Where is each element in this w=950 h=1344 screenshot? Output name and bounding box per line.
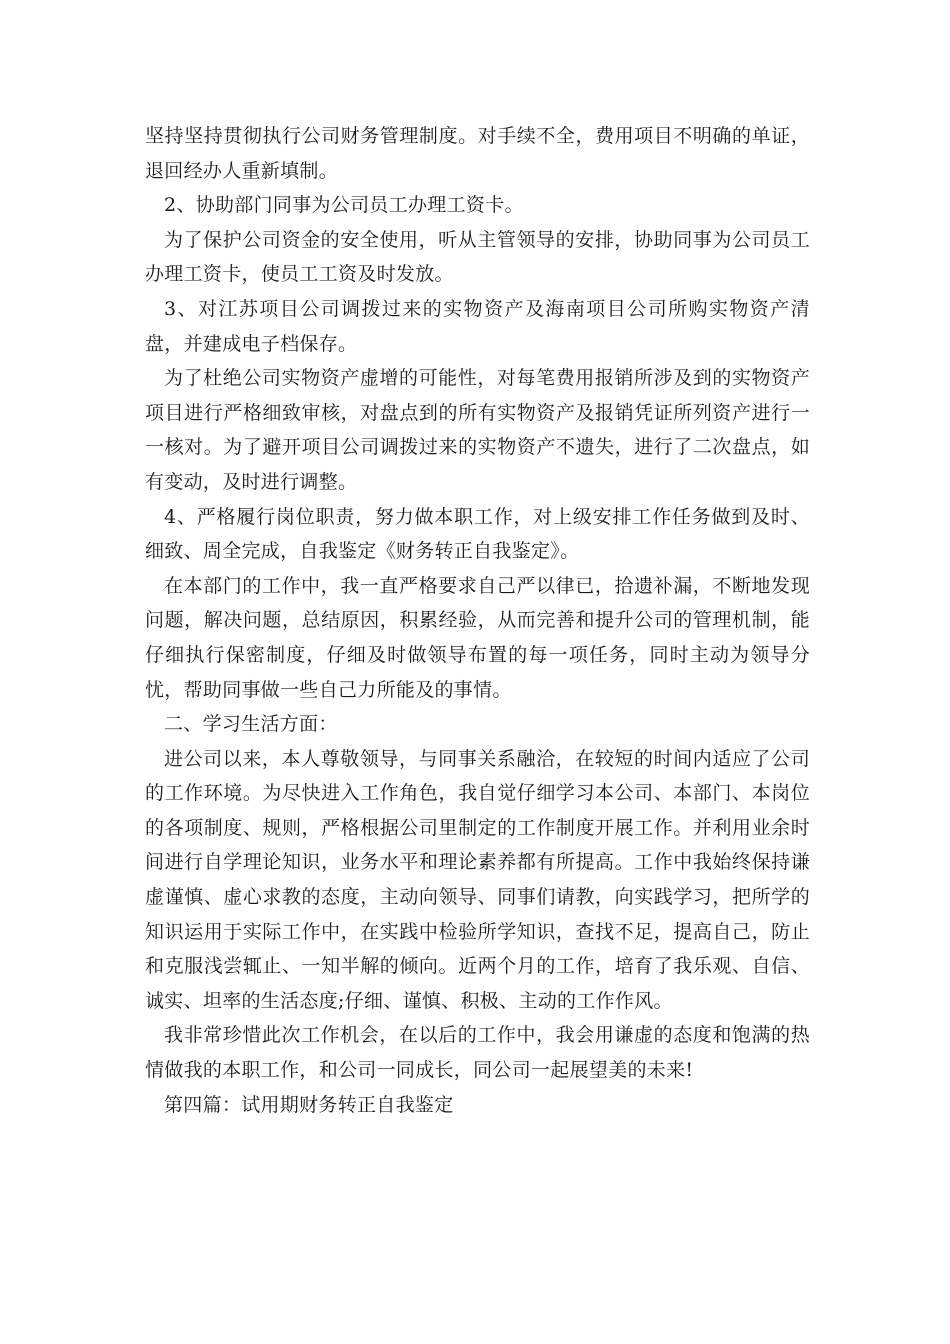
paragraph: 为了杜绝公司实物资产虚增的可能性，对每笔费用报销所涉及到的实物资产项目进行严格细致审核，对盘点到的所有实物资产及报销凭证所列资产进行一一核对。为了避开项目公司调拨过来的实物资产不遗失，进行了二次盘点，如有变动，及时进行调整。 — [145, 367, 810, 493]
list-heading-3: 3、对江苏项目公司调拨过来的实物资产及海南项目公司所购实物资产清盘，并建成电子档保存。 — [145, 297, 810, 355]
paragraph: 为了保护公司资金的安全使用，听从主管领导的安排，协助同事为公司员工办理工资卡，使员工工资及时发放。 — [145, 228, 810, 286]
paragraph: 坚持坚持贯彻执行公司财务管理制度。对手续不全，费用项目不明确的单证，退回经办人重新填制。 — [145, 125, 810, 182]
chapter-heading: 第四篇：试用期财务转正自我鉴定 — [164, 1093, 454, 1116]
paragraph: 我非常珍惜此次工作机会，在以后的工作中，我会用谦虚的态度和饱满的热情做我的本职工作，和公司一同成长，同公司一起展望美的未来! — [145, 1024, 810, 1082]
document-body — [145, 119, 810, 1122]
list-heading-4: 4、严格履行岗位职责，努力做本职工作，对上级安排工作任务做到及时、细致、周全完成，自我鉴定《财务转正自我鉴定》。 — [145, 505, 810, 563]
paragraph: 在本部门的工作中，我一直严格要求自己严以律已，拾遗补漏，不断地发现问题，解决问题，总结原因，积累经验，从而完善和提升公司的管理机制，能仔细执行保密制度，仔细及时做领导布置的每一项任务，同时主动为领导分忧，帮助同事做一些自己力所能及的事情。 — [145, 574, 810, 701]
paragraph: 进公司以来，本人尊敬领导，与同事关系融洽，在较短的时间内适应了公司的工作环境。为尽快进入工作角色，我自觉仔细学习本公司、本部门、本岗位的各项制度、规则，严格根据公司里制定的工作制度开展工作。并利用业余时间进行自学理论知识，业务水平和理论素养都有所提高。工作中我始终保持谦虚谨慎、虚心求教的态度，主动向领导、同事们请教，向实践学习，把所学的知识运用于实际工作中，在实践中检验所学知识，查找不足，提高自己，防止和克服浅尝辄止、一知半解的倾向。近两个月的工作，培育了我乐观、自信、诚实、坦率的生活态度;仔细、谨慎、积极、主动的工作作风。 — [145, 747, 810, 1012]
section-heading: 二、学习生活方面： — [164, 713, 338, 736]
list-heading-2: 2、协助部门同事为公司员工办理工资卡。 — [164, 194, 524, 217]
